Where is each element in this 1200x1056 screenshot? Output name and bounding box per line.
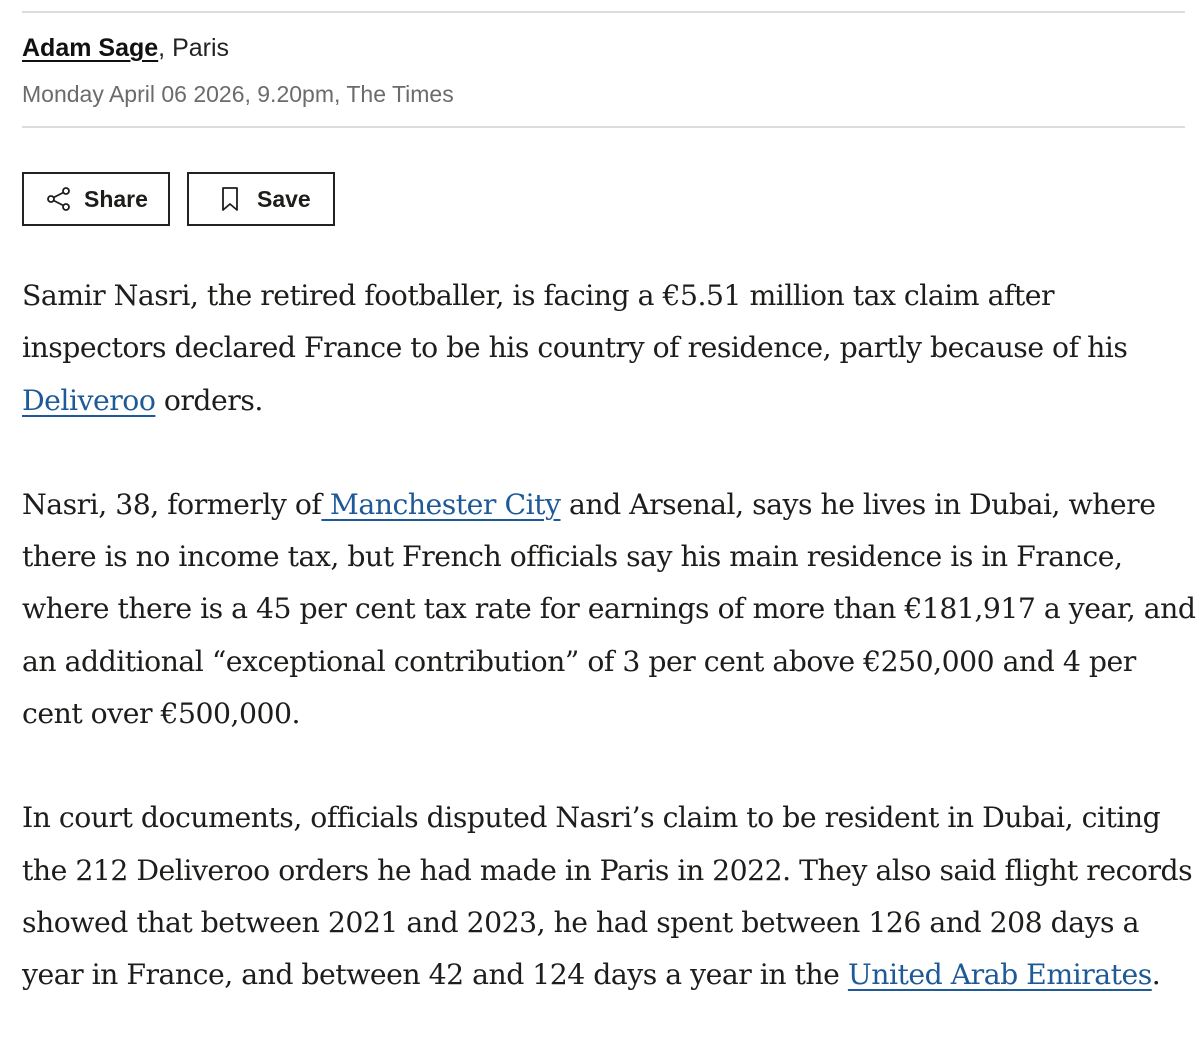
bookmark-icon: [217, 186, 243, 212]
united-arab-emirates-link[interactable]: United Arab Emirates: [847, 958, 1152, 992]
share-label: Share: [84, 185, 148, 212]
deliveroo-link[interactable]: Deliveroo: [22, 383, 156, 417]
paragraph-text: .: [1151, 958, 1161, 992]
dateline: Monday April 06 2026, 9.20pm, The Times: [22, 81, 454, 107]
article-body: [22, 270, 1197, 1054]
paragraph-text: In court documents, officials disputed Nasri’s claim to be resident in Dubai, citing the 212 Deliveroo orders he had made in Paris in 2022. They also said flight records showed that between 2021 and 2023, he had spent between 126 and 208 days a year in France, and between 42 and 124 days a year in the: [22, 801, 1193, 992]
top-divider: [22, 11, 1185, 13]
author-link[interactable]: Adam Sage: [22, 34, 159, 62]
byline: [22, 30, 229, 66]
paragraph-1: [22, 270, 1197, 427]
paragraph-3: [22, 792, 1197, 1001]
byline-location: , Paris: [158, 34, 230, 62]
share-icon: [46, 186, 72, 212]
manchester-city-link[interactable]: Manchester City: [321, 487, 561, 521]
share-button[interactable]: [22, 172, 170, 226]
paragraph-text: and Arsenal, says he lives in Dubai, where there is no income tax, but French officials say his main residence is in France, where there is a 45 per cent tax rate for earnings of more than €181,917 a year, and an additional “exceptional contribution” of 3 per cent above €250,000 and 4 per cent over €500,000.: [22, 487, 1196, 731]
save-button[interactable]: [187, 172, 335, 226]
save-label: Save: [257, 185, 311, 212]
paragraph-text: Nasri, 38, formerly of: [22, 487, 322, 521]
header-divider: [22, 126, 1185, 128]
paragraph-2: [22, 479, 1197, 740]
paragraph-text: Samir Nasri, the retired footballer, is facing a €5.51 million tax claim after inspectors declared France to be his country of residence, partly because of his: [22, 279, 1128, 365]
paragraph-text: orders.: [155, 383, 263, 417]
